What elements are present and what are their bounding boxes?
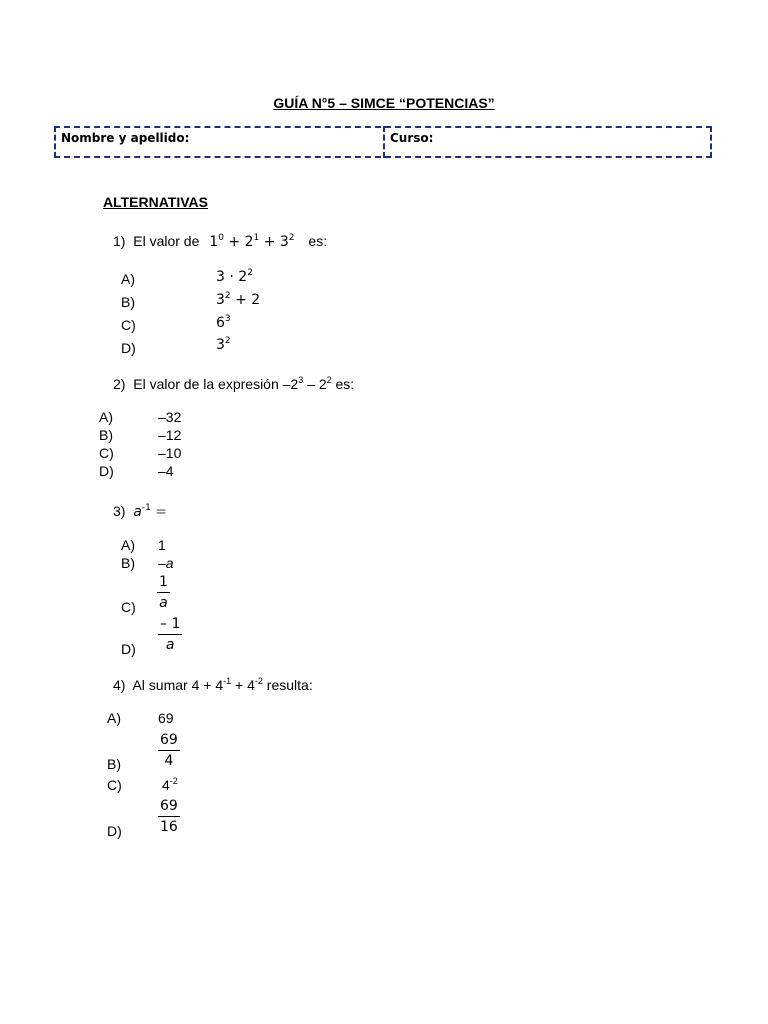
q1-label-a: A) — [121, 271, 135, 287]
q3-option-a: 1 — [158, 537, 166, 553]
q3-option-c-fraction — [157, 573, 170, 612]
q2-label-b: B) — [99, 427, 113, 443]
q1-option-b: $3^2 + 2$ — [216, 291, 261, 308]
q3-question — [113, 503, 167, 520]
q3-option-d-fraction — [158, 615, 182, 654]
name-label: Nombre y apellido: — [61, 131, 190, 145]
q1-expression: $1^0 + 2^1 + 3^2$ — [209, 233, 295, 250]
q4-label-b: B) — [107, 756, 121, 772]
page-title: GUÍA N°5 – SIMCE “POTENCIAS” — [273, 95, 495, 111]
q1-label-d: D) — [121, 340, 136, 356]
q3-label-d: D) — [121, 641, 136, 657]
q2-option-d: –4 — [158, 463, 174, 479]
q4-label-c: C) — [107, 777, 122, 793]
q3-label-a: A) — [121, 537, 135, 553]
q1-label-b: B) — [121, 294, 135, 310]
section-title: ALTERNATIVAS — [103, 194, 208, 210]
q4-label-d: D) — [107, 823, 122, 839]
q2-option-c: –10 — [158, 445, 182, 461]
q4-option-d-fraction — [158, 797, 180, 836]
q3-label-b: B) — [121, 555, 135, 571]
q2-label-c: C) — [99, 445, 114, 461]
q1-suffix: es: — [308, 233, 328, 249]
q1-question — [113, 233, 327, 250]
q4-option-b-fraction — [158, 731, 180, 770]
q2-label-d: D) — [99, 463, 114, 479]
q2-question — [113, 376, 354, 392]
q3-label-c: C) — [121, 599, 136, 615]
q4-number: 4) — [113, 677, 126, 693]
fraction-numerator: – 1 — [158, 615, 182, 635]
q2-option-a: –32 — [158, 409, 182, 425]
fraction-denominator: 16 — [160, 819, 178, 835]
q4-label-a: A) — [107, 710, 121, 726]
q3-option-b: –a — [158, 555, 174, 571]
q4-question — [113, 677, 313, 693]
q3-expression: $a^{-1}$ = — [133, 503, 167, 520]
q2-number: 2) — [113, 376, 126, 392]
fraction-numerator: 1 — [157, 573, 170, 593]
q1-number: 1) — [113, 233, 126, 249]
q2-text: El valor de la expresión $-2^3 - 2^2$ es: — [133, 375, 355, 392]
q1-option-c: $6^3$ — [216, 314, 231, 331]
course-label: Curso: — [390, 131, 434, 145]
header-divider — [383, 126, 385, 158]
q4-option-c: $4^{-2}$ — [162, 776, 178, 793]
q2-label-a: A) — [99, 409, 113, 425]
q4-option-a: 69 — [158, 710, 174, 726]
q2-option-b: –12 — [158, 427, 182, 443]
fraction-denominator: a — [165, 637, 175, 653]
q3-number: 3) — [113, 503, 126, 519]
q1-option-d: $3^2$ — [216, 336, 231, 353]
q1-prefix: El valor de — [133, 233, 200, 249]
fraction-numerator: 69 — [158, 731, 180, 751]
fraction-numerator: 69 — [158, 797, 180, 817]
fraction-denominator: 4 — [164, 753, 174, 769]
q1-option-a: $3 \cdot 2^2$ — [216, 268, 253, 285]
q1-label-c: C) — [121, 317, 136, 333]
fraction-denominator: a — [159, 595, 168, 611]
q4-text: Al sumar $4 + 4^{-1} + 4^{-2}$ resulta: — [132, 676, 313, 693]
